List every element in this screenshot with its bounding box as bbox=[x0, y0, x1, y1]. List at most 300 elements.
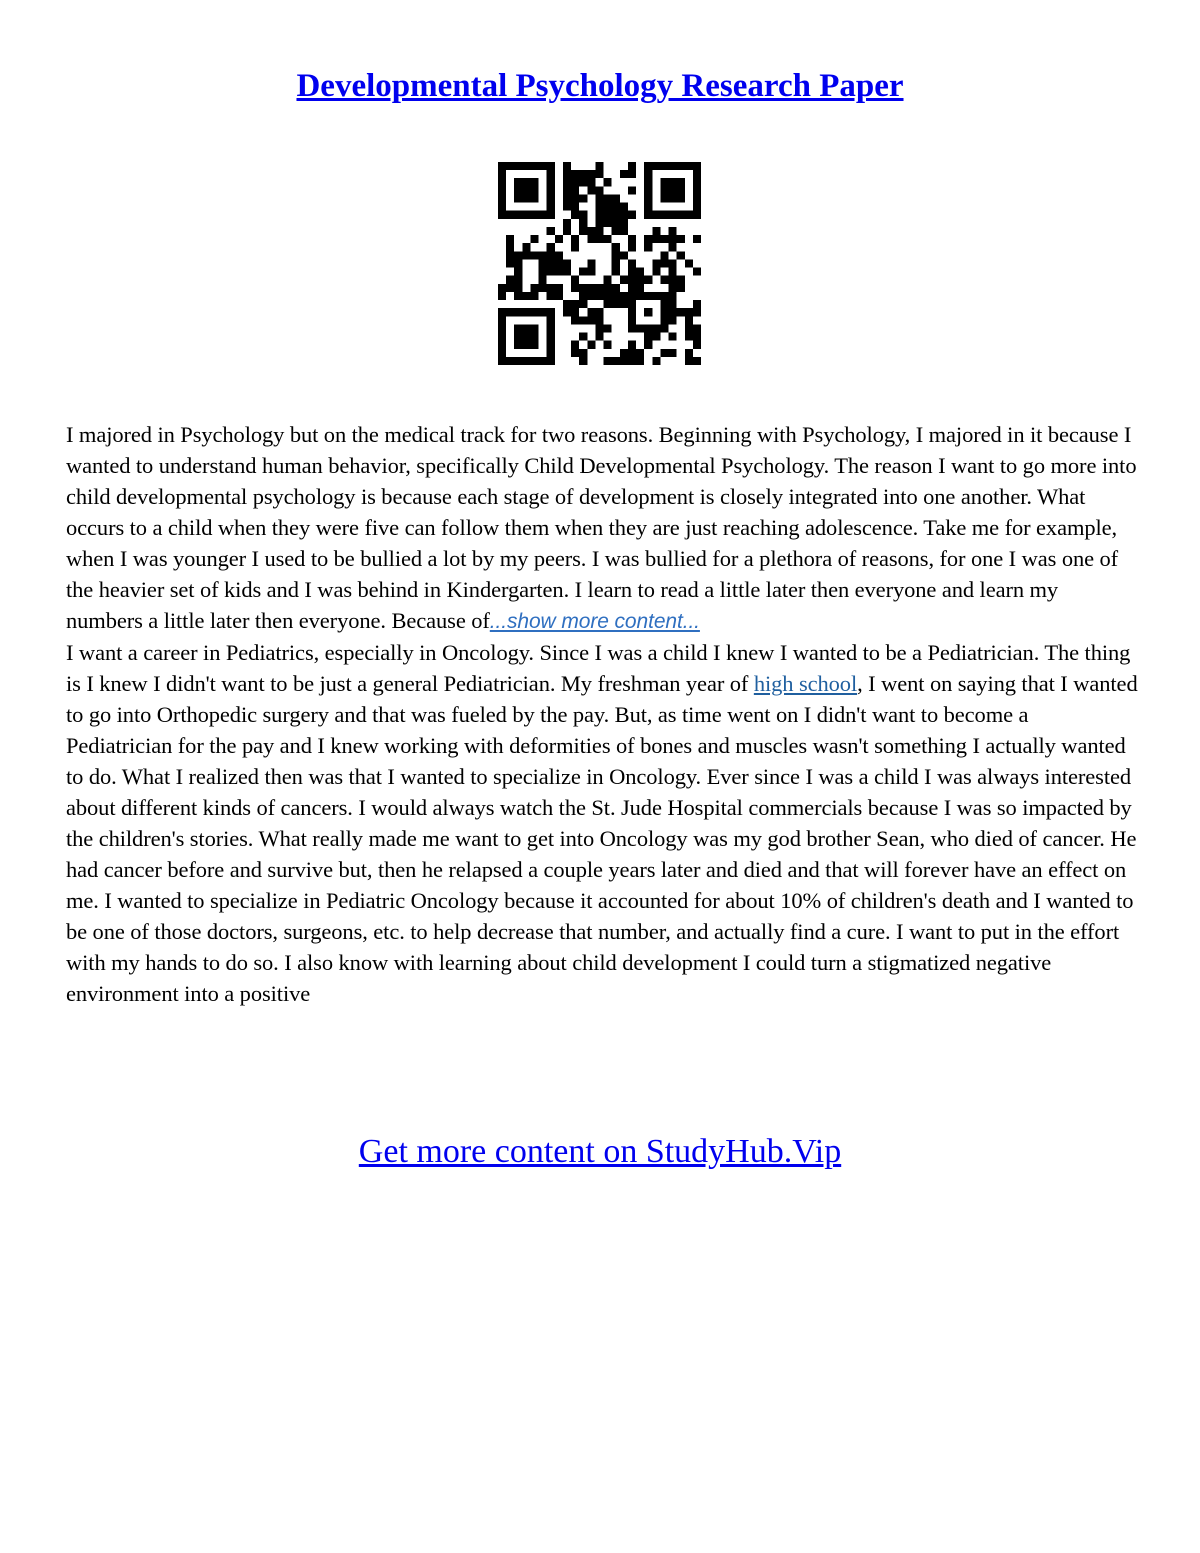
qr-module bbox=[644, 203, 652, 211]
qr-module bbox=[514, 276, 522, 284]
qr-module bbox=[587, 268, 595, 276]
qr-module bbox=[595, 308, 603, 316]
qr-module bbox=[571, 300, 579, 308]
qr-module bbox=[612, 194, 620, 202]
qr-module bbox=[677, 162, 685, 170]
qr-module bbox=[652, 211, 660, 219]
qr-module bbox=[677, 284, 685, 292]
qr-module bbox=[685, 357, 693, 365]
qr-module bbox=[628, 308, 636, 316]
qr-module bbox=[579, 316, 587, 324]
qr-module bbox=[547, 324, 555, 332]
qr-module bbox=[660, 235, 668, 243]
qr-module bbox=[595, 284, 603, 292]
qr-module bbox=[530, 341, 538, 349]
qr-module bbox=[571, 308, 579, 316]
qr-module bbox=[595, 211, 603, 219]
qr-module bbox=[514, 333, 522, 341]
footer-link[interactable]: Get more content on StudyHub.Vip bbox=[358, 1133, 842, 1170]
qr-module bbox=[547, 178, 555, 186]
article-body bbox=[66, 419, 1138, 1009]
qr-module bbox=[514, 251, 522, 259]
paragraph-1-text: I majored in Psychology but on the medical track for two reasons. Beginning with Psychology, I majored in it because I wanted to understand human behavior, specifically Child Developmental Psychology. The reason I want to go more into child developmental psychology is because each stage of development is closely integrated into one another. What occurs to a child when they were five can follow them when they are just reaching adolescence. Take me for example, when I was younger I used to be bullied a lot by my peers. I was bullied for a plethora of reasons, for one I was one of the heavier set of kids and I was behind in Kindergarten. I learn to read a little later then everyone and learn my numbers a little later then everyone. Because of bbox=[66, 422, 1137, 633]
qr-module bbox=[595, 186, 603, 194]
qr-module bbox=[612, 219, 620, 227]
qr-module bbox=[547, 227, 555, 235]
qr-module bbox=[644, 162, 652, 170]
paragraph-2 bbox=[66, 637, 1138, 1009]
qr-module bbox=[644, 178, 652, 186]
qr-module bbox=[612, 243, 620, 251]
qr-module bbox=[669, 211, 677, 219]
qr-module bbox=[506, 211, 514, 219]
qr-module bbox=[677, 308, 685, 316]
qr-module bbox=[563, 186, 571, 194]
qr-module bbox=[579, 211, 587, 219]
qr-module bbox=[563, 308, 571, 316]
qr-module bbox=[636, 268, 644, 276]
qr-module bbox=[660, 308, 668, 316]
qr-module bbox=[660, 349, 668, 357]
qr-module bbox=[595, 235, 603, 243]
paragraph-1 bbox=[66, 419, 1138, 637]
qr-module bbox=[693, 333, 701, 341]
qr-module bbox=[514, 324, 522, 332]
qr-module bbox=[628, 235, 636, 243]
qr-module bbox=[652, 333, 660, 341]
qr-module bbox=[693, 341, 701, 349]
qr-module bbox=[685, 162, 693, 170]
qr-module bbox=[644, 194, 652, 202]
qr-module bbox=[579, 178, 587, 186]
qr-module bbox=[547, 284, 555, 292]
qr-module bbox=[571, 235, 579, 243]
qr-module bbox=[587, 341, 595, 349]
paragraph-2-text-start: I want a career in Pediatrics, especially in Oncology. Since I was a child I knew I wanted to be a Pediatrician. The thing is I knew I didn't want to be just a general Pediatrician. My freshman year of bbox=[66, 640, 1131, 696]
qr-module bbox=[652, 268, 660, 276]
qr-module bbox=[620, 251, 628, 259]
qr-module bbox=[498, 316, 506, 324]
qr-module bbox=[571, 211, 579, 219]
qr-module bbox=[547, 341, 555, 349]
qr-module bbox=[595, 324, 603, 332]
qr-module bbox=[660, 259, 668, 267]
qr-module bbox=[669, 243, 677, 251]
qr-module bbox=[677, 211, 685, 219]
qr-module bbox=[612, 211, 620, 219]
qr-module bbox=[669, 284, 677, 292]
high-school-link[interactable]: high school bbox=[753, 671, 858, 696]
qr-module bbox=[514, 284, 522, 292]
qr-module bbox=[595, 316, 603, 324]
qr-module bbox=[522, 333, 530, 341]
qr-module bbox=[660, 162, 668, 170]
qr-module bbox=[498, 333, 506, 341]
qr-module bbox=[693, 194, 701, 202]
qr-module bbox=[595, 170, 603, 178]
qr-module bbox=[563, 219, 571, 227]
qr-module bbox=[652, 357, 660, 365]
qr-module bbox=[660, 211, 668, 219]
qr-module bbox=[628, 349, 636, 357]
qr-module bbox=[563, 268, 571, 276]
qr-module bbox=[595, 292, 603, 300]
qr-module bbox=[530, 251, 538, 259]
qr-module bbox=[514, 292, 522, 300]
qr-module bbox=[514, 186, 522, 194]
qr-module bbox=[693, 235, 701, 243]
qr-module bbox=[669, 178, 677, 186]
title-link[interactable]: Developmental Psychology Research Paper bbox=[296, 68, 904, 104]
qr-module bbox=[652, 324, 660, 332]
qr-module bbox=[669, 333, 677, 341]
qr-module bbox=[522, 341, 530, 349]
qr-module bbox=[644, 308, 652, 316]
qr-module bbox=[693, 162, 701, 170]
qr-module bbox=[628, 243, 636, 251]
qr-module bbox=[522, 211, 530, 219]
qr-module bbox=[555, 268, 563, 276]
qr-module bbox=[669, 276, 677, 284]
qr-module bbox=[571, 284, 579, 292]
qr-module bbox=[652, 227, 660, 235]
qr-module bbox=[498, 308, 506, 316]
qr-module bbox=[563, 227, 571, 235]
qr-module bbox=[514, 308, 522, 316]
qr-module bbox=[595, 203, 603, 211]
qr-module bbox=[628, 324, 636, 332]
qr-module bbox=[628, 170, 636, 178]
qr-module bbox=[555, 251, 563, 259]
qr-module bbox=[660, 292, 668, 300]
qr-module bbox=[563, 300, 571, 308]
qr-module bbox=[595, 194, 603, 202]
qr-module bbox=[514, 341, 522, 349]
qr-module bbox=[587, 235, 595, 243]
qr-module bbox=[579, 194, 587, 202]
qr-module bbox=[604, 211, 612, 219]
qr-module bbox=[604, 284, 612, 292]
qr-module bbox=[620, 227, 628, 235]
qr-module bbox=[644, 186, 652, 194]
qr-module bbox=[693, 203, 701, 211]
qr-module bbox=[660, 194, 668, 202]
qr-module bbox=[604, 324, 612, 332]
qr-module bbox=[693, 170, 701, 178]
qr-module bbox=[539, 276, 547, 284]
qr-module bbox=[498, 349, 506, 357]
qr-module bbox=[652, 162, 660, 170]
qr-module bbox=[636, 324, 644, 332]
qr-module bbox=[498, 292, 506, 300]
qr-module bbox=[620, 219, 628, 227]
qr-module bbox=[522, 308, 530, 316]
qr-module bbox=[579, 219, 587, 227]
qr-module bbox=[620, 292, 628, 300]
qr-module bbox=[628, 211, 636, 219]
qr-module bbox=[514, 194, 522, 202]
qr-module bbox=[685, 308, 693, 316]
qr-module bbox=[506, 276, 514, 284]
qr-module bbox=[530, 235, 538, 243]
qr-module bbox=[652, 259, 660, 267]
qr-module bbox=[677, 235, 685, 243]
qr-module bbox=[579, 300, 587, 308]
qr-module bbox=[620, 357, 628, 365]
qr-module bbox=[498, 284, 506, 292]
qr-module bbox=[547, 268, 555, 276]
qr-module bbox=[669, 235, 677, 243]
qr-module bbox=[685, 324, 693, 332]
qr-module bbox=[604, 178, 612, 186]
qr-module bbox=[539, 251, 547, 259]
qr-module bbox=[660, 186, 668, 194]
qr-module bbox=[595, 227, 603, 235]
qr-module bbox=[498, 357, 506, 365]
qr-module bbox=[530, 357, 538, 365]
qr-module bbox=[587, 292, 595, 300]
qr-module bbox=[620, 203, 628, 211]
qr-module bbox=[563, 203, 571, 211]
qr-module bbox=[547, 316, 555, 324]
qr-module bbox=[660, 316, 668, 324]
qr-module bbox=[555, 292, 563, 300]
qr-module bbox=[587, 227, 595, 235]
page-title bbox=[0, 64, 1200, 108]
qr-module bbox=[539, 284, 547, 292]
qr-module bbox=[612, 227, 620, 235]
qr-module bbox=[669, 308, 677, 316]
qr-module bbox=[636, 357, 644, 365]
qr-module bbox=[587, 308, 595, 316]
qr-module bbox=[530, 308, 538, 316]
qr-module bbox=[677, 178, 685, 186]
qr-module bbox=[530, 162, 538, 170]
qr-module bbox=[506, 259, 514, 267]
qr-module bbox=[514, 178, 522, 186]
qr-module bbox=[669, 227, 677, 235]
qr-module bbox=[530, 178, 538, 186]
qr-module bbox=[685, 259, 693, 267]
qr-module bbox=[539, 162, 547, 170]
qr-module bbox=[555, 235, 563, 243]
qr-module bbox=[506, 235, 514, 243]
qr-module bbox=[498, 170, 506, 178]
qr-module bbox=[693, 357, 701, 365]
footer bbox=[0, 1130, 1200, 1174]
qr-module bbox=[685, 211, 693, 219]
qr-module bbox=[587, 186, 595, 194]
qr-module bbox=[547, 211, 555, 219]
qr-module bbox=[612, 259, 620, 267]
qr-module bbox=[571, 349, 579, 357]
qr-module bbox=[669, 300, 677, 308]
qr-module bbox=[530, 194, 538, 202]
qr-module bbox=[677, 194, 685, 202]
qr-module bbox=[693, 211, 701, 219]
qr-module bbox=[620, 170, 628, 178]
qr-module bbox=[522, 194, 530, 202]
qr-module bbox=[628, 268, 636, 276]
qr-module bbox=[498, 341, 506, 349]
qr-module bbox=[612, 357, 620, 365]
qr-module bbox=[587, 178, 595, 186]
qr-module bbox=[571, 243, 579, 251]
qr-module bbox=[612, 251, 620, 259]
qr-module bbox=[587, 259, 595, 267]
qr-module bbox=[660, 324, 668, 332]
qr-module bbox=[685, 316, 693, 324]
qr-module bbox=[506, 251, 514, 259]
qr-module bbox=[604, 219, 612, 227]
show-more-link[interactable]: ...show more content... bbox=[489, 610, 700, 633]
qr-module bbox=[530, 292, 538, 300]
qr-module bbox=[628, 186, 636, 194]
qr-module bbox=[628, 300, 636, 308]
qr-module bbox=[498, 203, 506, 211]
qr-module bbox=[644, 211, 652, 219]
qr-module bbox=[514, 357, 522, 365]
qr-module bbox=[547, 308, 555, 316]
qr-module bbox=[604, 292, 612, 300]
qr-module bbox=[498, 194, 506, 202]
qr-module bbox=[506, 284, 514, 292]
qr-module bbox=[628, 357, 636, 365]
qr-module bbox=[530, 211, 538, 219]
qr-module bbox=[563, 170, 571, 178]
qr-module bbox=[547, 162, 555, 170]
qr-module bbox=[547, 203, 555, 211]
qr-module bbox=[514, 162, 522, 170]
qr-module bbox=[514, 211, 522, 219]
qr-module bbox=[587, 284, 595, 292]
qr-module bbox=[539, 268, 547, 276]
qr-module bbox=[669, 186, 677, 194]
qr-module bbox=[547, 333, 555, 341]
qr-module bbox=[669, 349, 677, 357]
qr-module bbox=[571, 194, 579, 202]
qr-module bbox=[539, 211, 547, 219]
qr-module bbox=[539, 308, 547, 316]
qr-code-icon bbox=[498, 162, 701, 365]
qr-module bbox=[693, 186, 701, 194]
qr-module bbox=[579, 349, 587, 357]
qr-module bbox=[547, 259, 555, 267]
qr-module bbox=[563, 162, 571, 170]
qr-module bbox=[693, 324, 701, 332]
qr-module bbox=[669, 162, 677, 170]
qr-module bbox=[506, 162, 514, 170]
qr-module bbox=[644, 235, 652, 243]
qr-module bbox=[636, 276, 644, 284]
qr-module bbox=[628, 284, 636, 292]
qr-module bbox=[620, 300, 628, 308]
qr-module bbox=[685, 349, 693, 357]
qr-module bbox=[612, 268, 620, 276]
qr-module bbox=[620, 211, 628, 219]
qr-module bbox=[571, 316, 579, 324]
paragraph-2-text-end: , I went on saying that I wanted to go into Orthopedic surgery and that was fueled by the pay. But, as time went on I didn't want to become a Pediatrician for the pay and I knew working with deformities of bones and muscles wasn't something I actually wanted to do. What I realized then was that I wanted to specialize in Oncology. Ever since I was a child I was always interested about different kinds of cancers. I would always watch the St. Jude Hospital commercials because I was so impacted by the children's stories. What really made me want to get into Oncology was my god brother Sean, who died of cancer. He had cancer before and survive but, then he relapsed a couple years later and died and that will forever have an effect on me. I wanted to specialize in Pediatric Oncology because it accounted for about 10% of children's death and I wanted to be one of those doctors, surgeons, etc. to help decrease that number, and actually find a cure. I want to put in the effort with my hands to do so. I also know with learning about child development I could turn a stigmatized negative environment into a positive bbox=[66, 671, 1138, 1006]
qr-module bbox=[555, 259, 563, 267]
qr-module bbox=[530, 284, 538, 292]
qr-module bbox=[644, 276, 652, 284]
qr-module bbox=[547, 170, 555, 178]
qr-module bbox=[636, 292, 644, 300]
qr-module bbox=[571, 186, 579, 194]
qr-module bbox=[595, 219, 603, 227]
qr-module bbox=[522, 162, 530, 170]
qr-module bbox=[547, 349, 555, 357]
qr-module bbox=[604, 357, 612, 365]
qr-module bbox=[547, 194, 555, 202]
qr-module bbox=[506, 357, 514, 365]
qr-module bbox=[612, 300, 620, 308]
qr-module bbox=[685, 333, 693, 341]
qr-module bbox=[514, 268, 522, 276]
qr-module bbox=[677, 186, 685, 194]
qr-module bbox=[636, 284, 644, 292]
qr-module bbox=[522, 243, 530, 251]
qr-module bbox=[571, 203, 579, 211]
qr-module bbox=[579, 170, 587, 178]
qr-module bbox=[571, 170, 579, 178]
qr-module bbox=[693, 300, 701, 308]
qr-module bbox=[522, 178, 530, 186]
qr-module bbox=[547, 243, 555, 251]
qr-module bbox=[547, 251, 555, 259]
qr-module bbox=[669, 268, 677, 276]
qr-module bbox=[644, 170, 652, 178]
qr-module bbox=[628, 162, 636, 170]
qr-module bbox=[660, 300, 668, 308]
qr-module bbox=[644, 292, 652, 300]
qr-module bbox=[579, 268, 587, 276]
qr-module bbox=[587, 170, 595, 178]
qr-module bbox=[595, 333, 603, 341]
qr-module bbox=[652, 235, 660, 243]
qr-module bbox=[693, 268, 701, 276]
qr-module bbox=[571, 178, 579, 186]
qr-module bbox=[628, 316, 636, 324]
qr-module bbox=[522, 324, 530, 332]
qr-module bbox=[693, 178, 701, 186]
qr-module bbox=[660, 178, 668, 186]
qr-module bbox=[522, 292, 530, 300]
qr-module bbox=[522, 186, 530, 194]
qr-module bbox=[693, 308, 701, 316]
qr-module bbox=[595, 162, 603, 170]
qr-module bbox=[547, 292, 555, 300]
qr-module bbox=[669, 316, 677, 324]
qr-module bbox=[506, 308, 514, 316]
qr-module bbox=[579, 357, 587, 365]
qr-module bbox=[530, 186, 538, 194]
qr-module bbox=[498, 162, 506, 170]
qr-module bbox=[571, 276, 579, 284]
qr-module bbox=[669, 292, 677, 300]
qr-module bbox=[669, 259, 677, 267]
qr-module bbox=[563, 259, 571, 267]
qr-module bbox=[677, 251, 685, 259]
qr-module bbox=[579, 292, 587, 300]
qr-module bbox=[522, 357, 530, 365]
qr-module bbox=[604, 300, 612, 308]
qr-module bbox=[530, 333, 538, 341]
qr-module bbox=[514, 259, 522, 267]
qr-module bbox=[628, 341, 636, 349]
qr-module bbox=[579, 284, 587, 292]
qr-module bbox=[522, 251, 530, 259]
